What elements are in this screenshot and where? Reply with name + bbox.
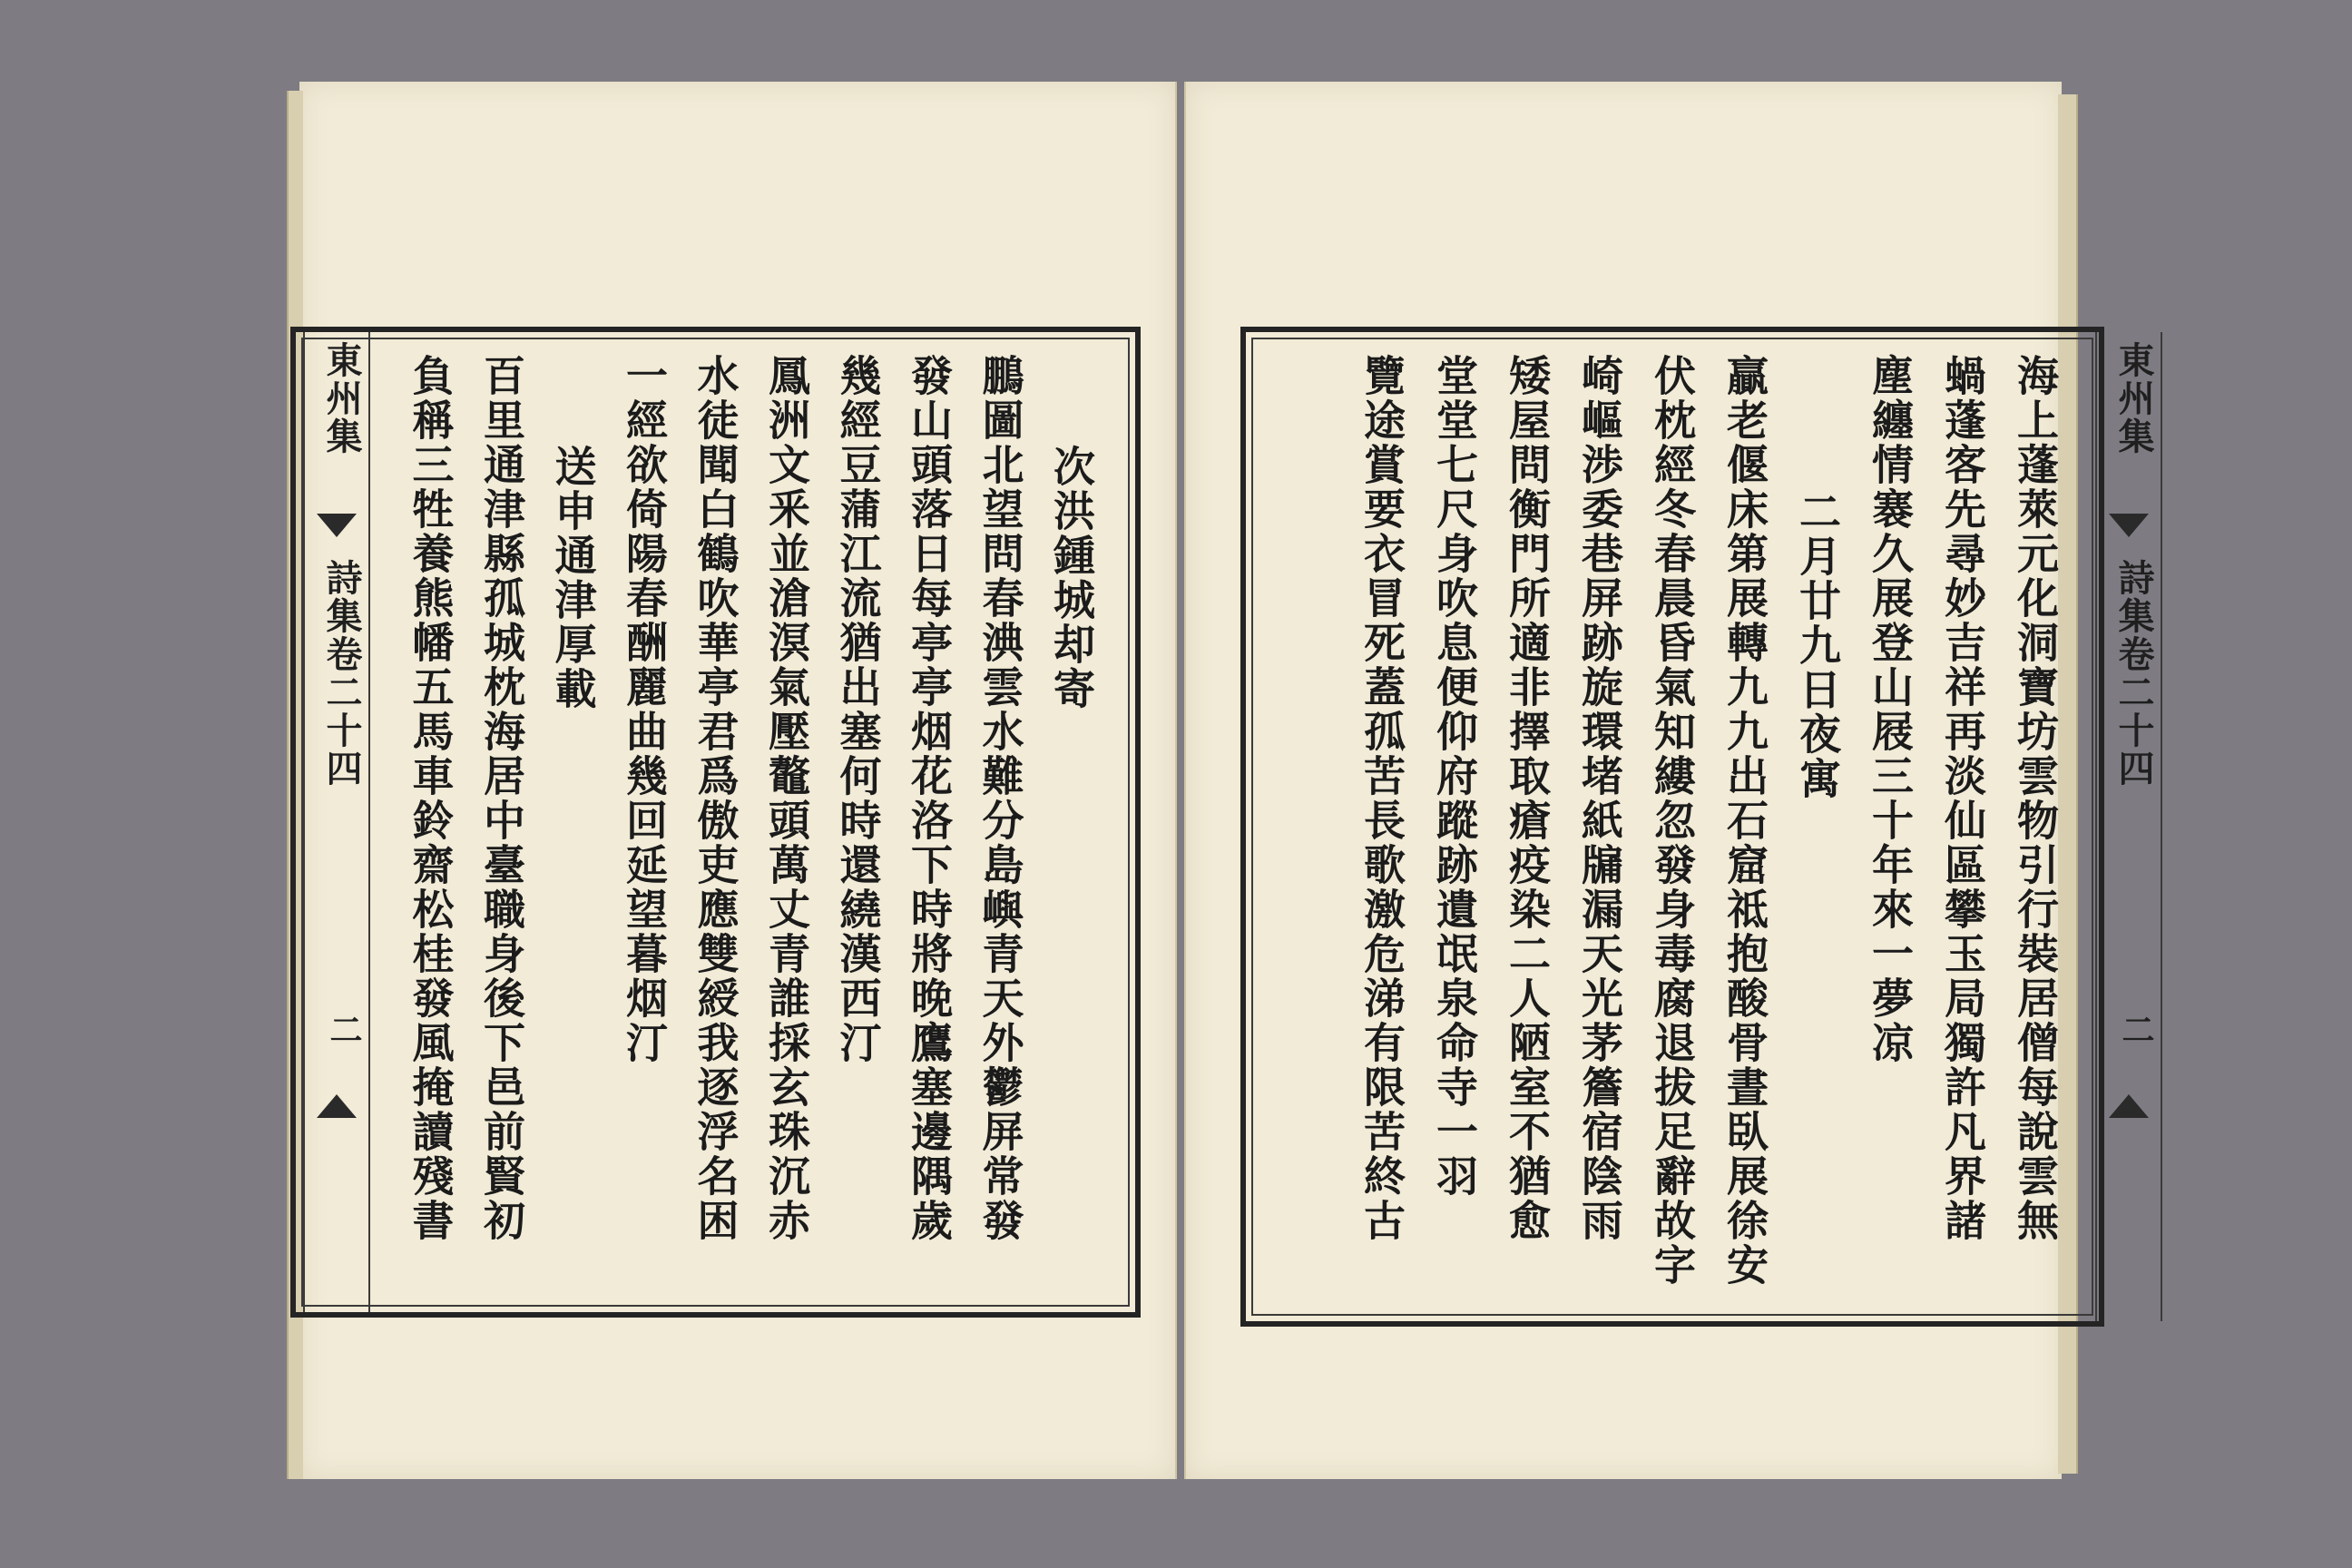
text-column: 堂堂七尺身吹息便仰府蹤跡遺氓泉命寺一羽 [1430, 354, 1479, 1199]
text-column: 塵纏情褰久展登山屐三十年來一夢凉 [1866, 354, 1915, 1065]
text-column: 送申通津厚載 [548, 445, 598, 711]
right-text-frame [1240, 327, 2155, 1327]
left-margin-title: 東州集 [320, 341, 363, 456]
fishtail-marker-bottom [2109, 1094, 2149, 1118]
text-column: 發山頭落日每亭亭烟花洛下時將晚鷹塞邊隅歲 [905, 354, 954, 1243]
left-margin-section: 詩集卷二十四 [320, 559, 363, 788]
left-text-frame [290, 327, 1141, 1318]
left-page [299, 82, 1177, 1479]
fishtail-marker-bottom [317, 1094, 357, 1118]
fishtail-marker-top [2109, 514, 2149, 537]
text-column: 覽途賞要衣冒死蓋孤苦長歌激危涕有限苦終古 [1357, 354, 1406, 1243]
open-book [299, 82, 2155, 1497]
text-column: 百里通津縣孤城枕海居中臺職身後下邑前賢初 [477, 354, 526, 1243]
text-column: 蝸蓬客先尋妙吉祥再淡仙區攀玉局獨許凡界諸 [1938, 354, 1987, 1243]
text-column: 伏枕經冬春晨昏氣知縷忽發身毒腐退拔足辭故字 [1648, 354, 1697, 1288]
right-text-columns [1282, 354, 2072, 1299]
fishtail-marker-top [317, 514, 357, 537]
text-column: 一經欲倚陽春酬麗曲幾回延望暮烟汀 [620, 354, 669, 1065]
left-center-margin [303, 332, 370, 1312]
text-column: 二月廿九日夜寓 [1793, 490, 1842, 801]
text-column: 負稱三牲養熊幡五馬車鈴齋松桂發風掩讀殘書 [406, 354, 456, 1243]
text-column: 鳳洲文釆並滄溟氣壓鼇頭萬丈青誰採玄珠沉赤 [762, 354, 811, 1243]
text-column: 海上蓬萊元化洞寶坊雲物引行裝居僧每說雲無 [2011, 354, 2060, 1243]
text-column: 矮屋問衡門所適非擇取瘡疫染二人陋室不猶愈 [1503, 354, 1552, 1243]
right-page-number: 二 [2117, 1013, 2155, 1045]
right-page [1184, 82, 2155, 1479]
text-column: 鵬圖北望問春淟雲水難分島嶼青天外鬱屏常發 [975, 354, 1025, 1243]
text-column: 幾經豆蒲江流猶出塞何時還繞漢西汀 [833, 354, 883, 1065]
left-page-number: 二 [325, 1013, 363, 1045]
right-margin-section: 詩集卷二十四 [2112, 559, 2155, 788]
right-center-margin [2095, 332, 2162, 1321]
text-column: 贏老偃床第展轉九九出石窟祗抱酸骨晝臥展徐安 [1720, 354, 1769, 1288]
text-column: 崎嶇渉委巷屏跡旋環堵紙牖漏天光茅簷宿陰雨 [1575, 354, 1624, 1243]
left-text-columns [396, 354, 1108, 1290]
text-column: 水徒聞白鶴吹華亭君爲傲吏應雙綬我逐浮名困 [691, 354, 740, 1243]
text-column: 次洪鍾城却寄 [1047, 445, 1096, 711]
right-margin-title: 東州集 [2112, 341, 2155, 456]
